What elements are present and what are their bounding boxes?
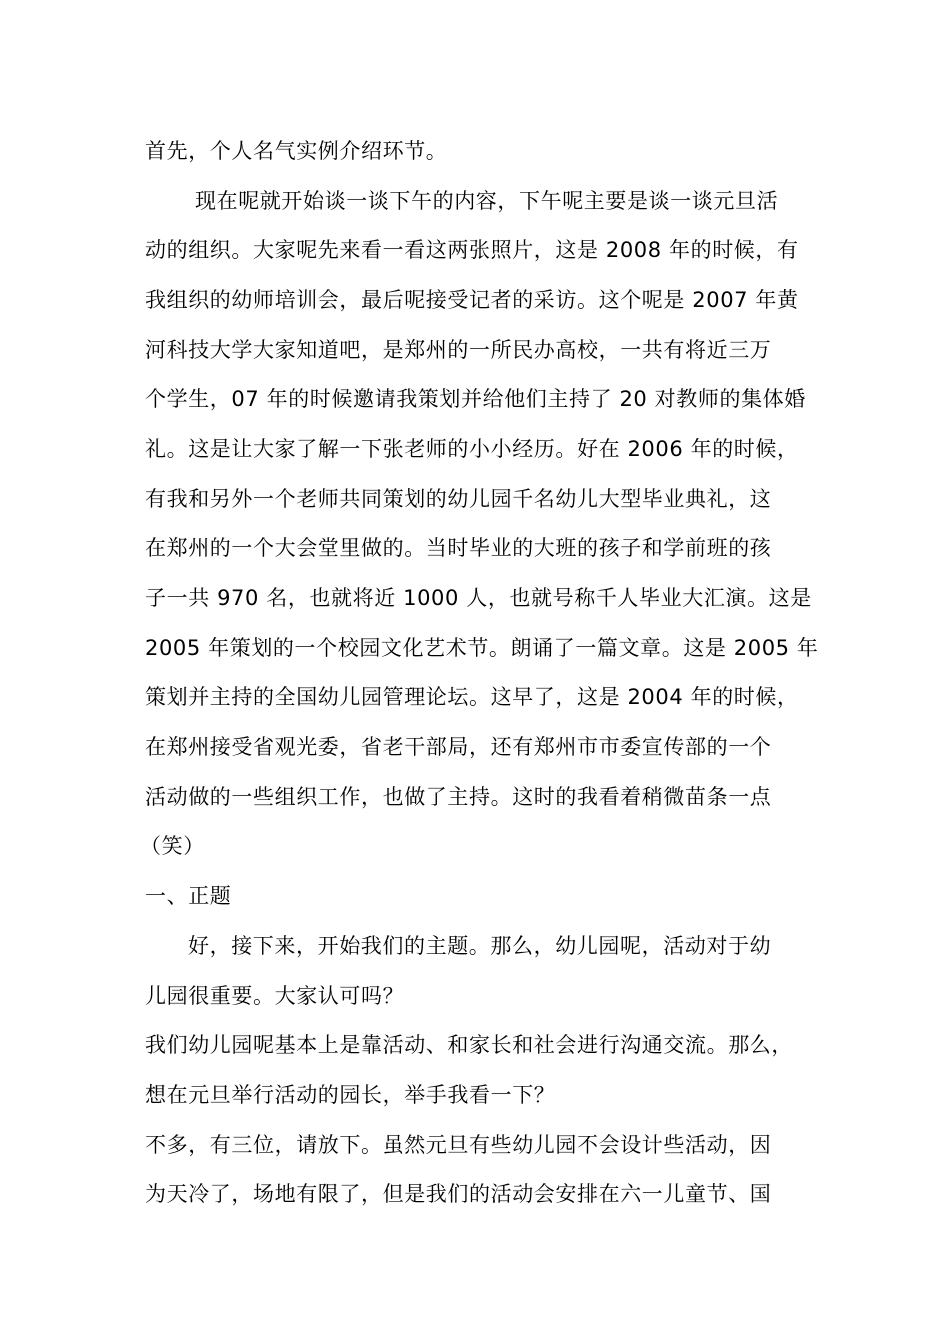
paragraph-line: 不多，有三位，请放下。虽然元旦有些幼儿园不会设计些活动，因 (145, 1133, 772, 1157)
paragraph-line: 策划并主持的全国幼儿园管理论坛。这早了，这是 2004 年的时候， (145, 685, 799, 709)
paragraph-line: （笑） (140, 834, 205, 858)
paragraph-line: 活动做的一些组织工作，也做了主持。这时的我看着稍微苗条一点 (145, 785, 772, 809)
paragraph-line: 动的组织。大家呢先来看一看这两张照片，这是 2008 年的时候，有 (145, 238, 799, 262)
paragraph-line: 子一共 970 名，也就将近 1000 人，也就号称千人毕业大汇演。这是 (145, 586, 812, 610)
paragraph-line: 我组织的幼师培训会，最后呢接受记者的采访。这个呢是 2007 年黄 (145, 288, 799, 312)
paragraph-line: 河科技大学大家知道吧，是郑州的一所民办高校，一共有将近三万 (145, 338, 772, 362)
paragraph-line: 好，接下来，开始我们的主题。那么，幼儿园呢，活动对于幼 (188, 934, 772, 958)
paragraph-line: 有我和另外一个老师共同策划的幼儿园千名幼儿大型毕业典礼，这 (145, 487, 772, 511)
paragraph-line: 我们幼儿园呢基本上是靠活动、和家长和社会进行沟通交流。那么， (145, 1033, 793, 1057)
section-heading: 一、正题 (145, 884, 232, 908)
paragraph-line: 在郑州接受省观光委，省老干部局，还有郑州市市委宣传部的一个 (145, 735, 772, 759)
paragraph-line: 个学生，07 年的时候邀请我策划并给他们主持了 20 对教师的集体婚 (145, 387, 806, 411)
paragraph-line: 礼。这是让大家了解一下张老师的小小经历。好在 2006 年的时候， (145, 437, 799, 461)
paragraph-line: 2005 年策划的一个校园文化艺术节。朗诵了一篇文章。这是 2005 年 (145, 636, 819, 660)
paragraph-line: 儿园很重要。大家认可吗？ (145, 984, 405, 1008)
paragraph-line: 想在元旦举行活动的园长，举手我看一下？ (145, 1083, 556, 1107)
paragraph-line: 现在呢就开始谈一谈下午的内容，下午呢主要是谈一谈元旦活 (195, 189, 779, 213)
paragraph-line: 首先，个人名气实例介绍环节。 (145, 139, 448, 163)
paragraph-line: 在郑州的一个大会堂里做的。当时毕业的大班的孩子和学前班的孩 (145, 536, 772, 560)
paragraph-line: 为天冷了，场地有限了，但是我们的活动会安排在六一儿童节、国 (145, 1182, 772, 1206)
